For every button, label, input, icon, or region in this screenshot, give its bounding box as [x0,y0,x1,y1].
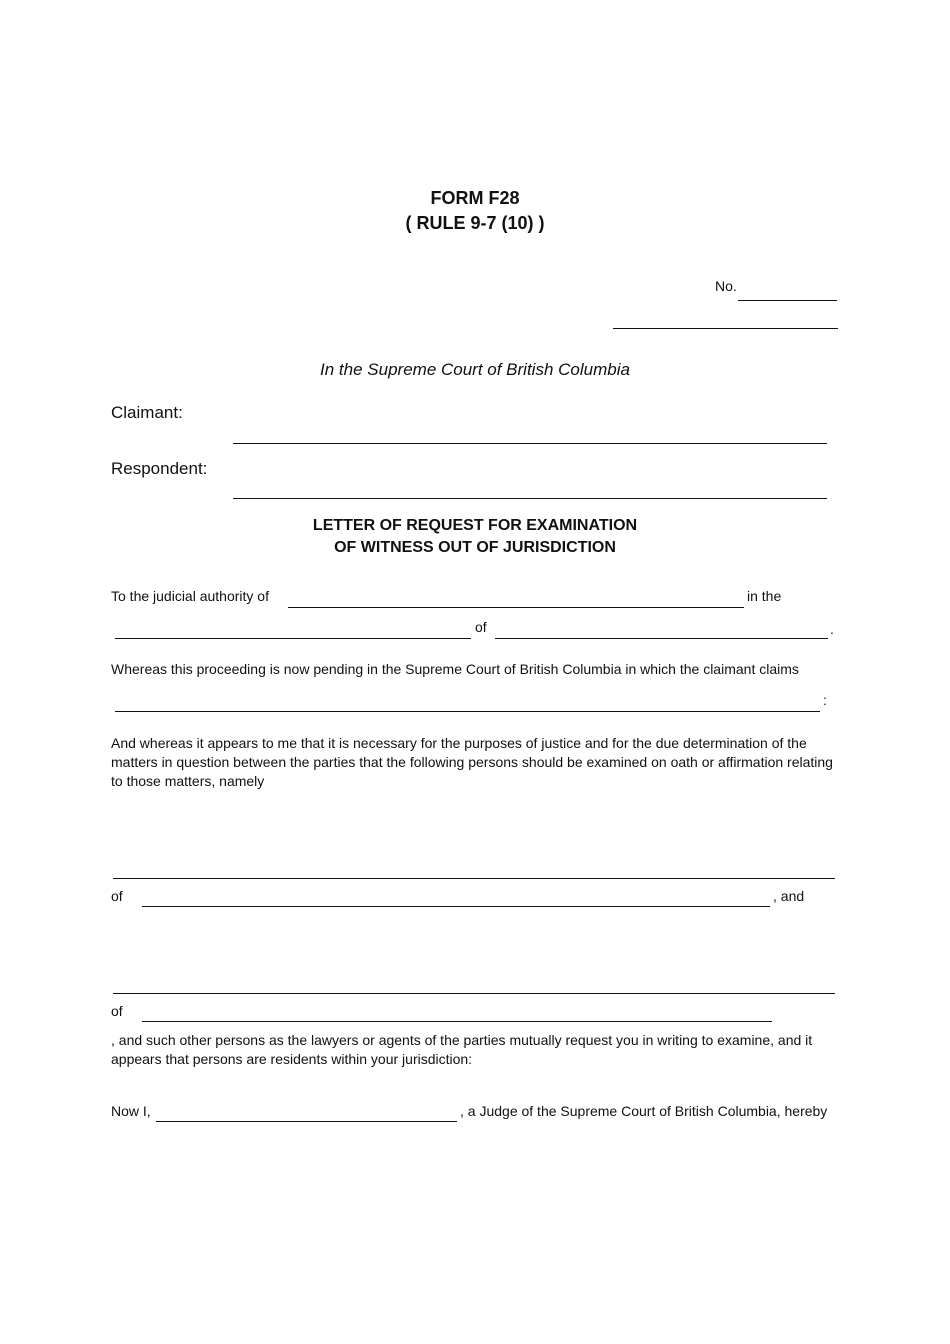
witness-2-address-field[interactable] [142,1021,772,1022]
to-authority-text: To the judicial authority of [111,588,269,604]
claimant-label: Claimant: [111,403,183,422]
period-text: . [830,621,834,637]
letter-title-line1: LETTER OF REQUEST FOR EXAMINATION [312,517,638,534]
now-i-text: Now I, [111,1103,151,1119]
form-rule: ( RULE 9-7 (10) ) [405,213,545,233]
respondent-label: Respondent: [111,459,208,478]
file-number-field[interactable] [738,300,837,301]
witness-2-of-text: of [111,1003,123,1019]
judge-text: , a Judge of the Supreme Court of British Columbia, hereby [460,1103,828,1119]
and-text: , and [773,888,805,904]
colon-text: : [823,692,827,708]
jurisdiction-field[interactable] [115,638,471,639]
witness-1-of-text: of [111,888,123,904]
registry-field[interactable] [613,328,838,329]
witness-2-name-field[interactable] [113,993,835,994]
country-field[interactable] [495,638,828,639]
file-number-label: No. [715,278,737,294]
judicial-authority-field[interactable] [288,607,744,608]
form-number: FORM F28 [430,188,520,208]
judge-name-field[interactable] [156,1121,457,1122]
letter-title-line2: OF WITNESS OUT OF JURISDICTION [334,539,616,556]
respondent-field[interactable] [233,498,827,499]
claim-field[interactable] [115,711,820,712]
of-text: of [475,619,487,635]
letter-title [0,515,950,559]
whereas-text: Whereas this proceeding is now pending in the Supreme Court of British Columbia in which the claimant claims [111,661,799,677]
witness-1-address-field[interactable] [142,906,770,907]
claimant-field[interactable] [233,443,827,444]
such-other-paragraph: , and such other persons as the lawyers or agents of the parties mutually request you in writing to examine, and it appears that persons are residents within your jurisdiction: [111,1032,813,1067]
court-name: In the Supreme Court of British Columbia [320,360,630,379]
witness-1-name-field[interactable] [113,878,835,879]
form-title [0,186,950,236]
and-whereas-paragraph: And whereas it appears to me that it is necessary for the purposes of justice and for the due determination of the matters in question between the parties that the following persons should be examined on oath or affirmation relating to those matters, namely [111,735,833,789]
in-the-text: in the [747,588,782,604]
